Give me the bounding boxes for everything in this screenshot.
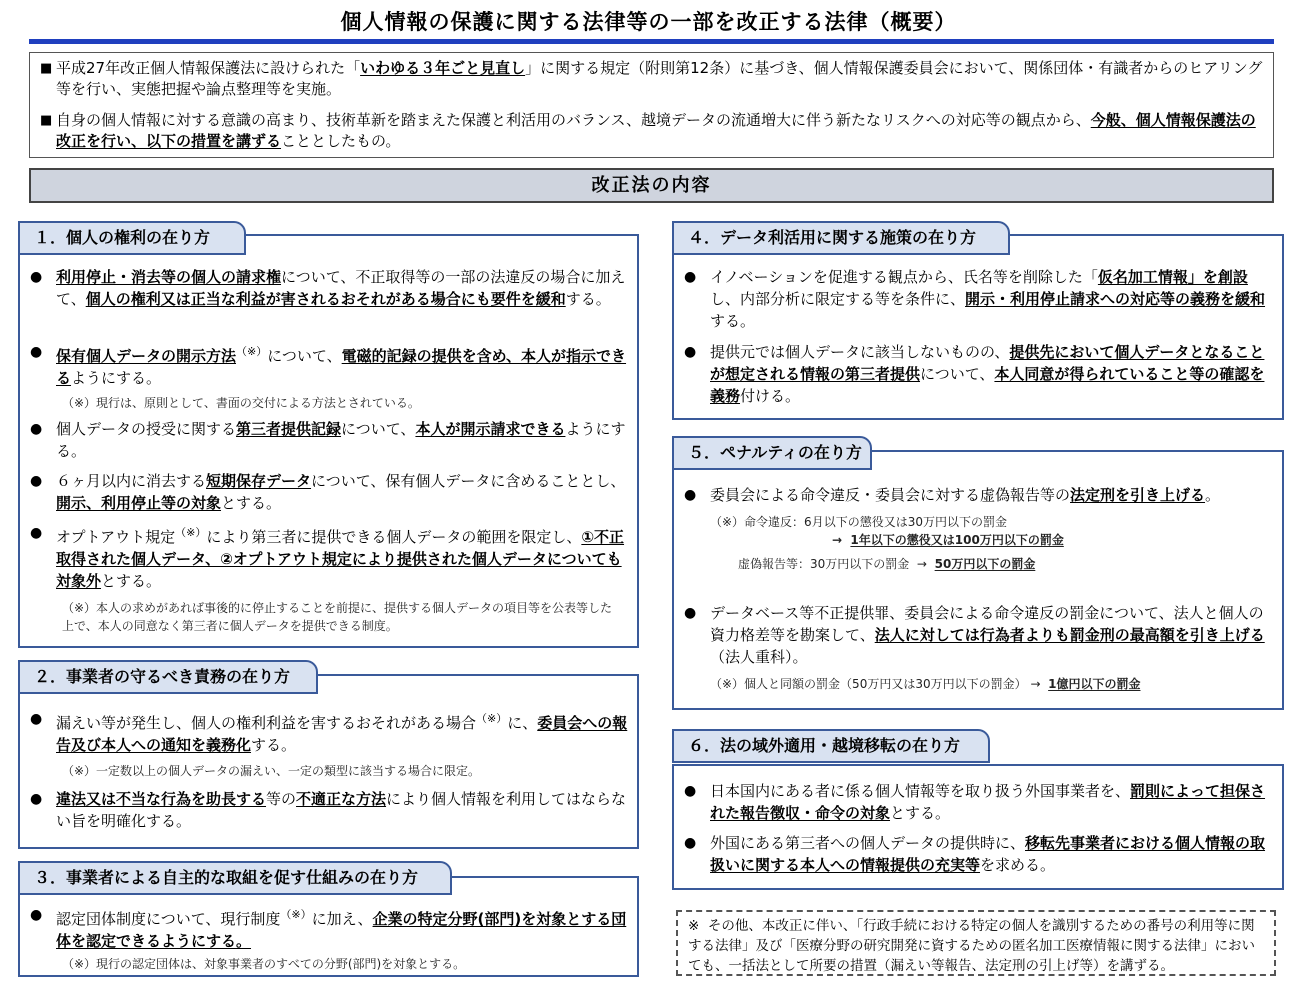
- section-2-item-1: ● 漏えい等が発生し、個人の権利利益を害するおそれがある場合（※）に、委員会への報告及び本人への通知を義務化する。: [30, 708, 628, 756]
- bullet-icon: ●: [30, 907, 43, 923]
- bullet-icon: ●: [684, 344, 697, 360]
- section-1-note-5: （※）本人の求めがあれば事後的に停止することを前提に、提供する個人データの項目等を公表等した上で、本人の同意なく第三者に個人データを提供できる制度。: [62, 601, 613, 633]
- section-1-item-2: ● 保有個人データの開示方法（※）について、電磁的記録の提供を含め、本人が指示できるようにする。: [30, 341, 628, 389]
- bullet-icon: ●: [684, 269, 697, 285]
- section-5-item-2: ● データベース等不正提供罪、委員会による命令違反の罰金について、法人と個人の資力格差等を勘案して、法人に対しては行為者よりも罰金刑の最高額を引き上げる（法人重科）。: [684, 604, 1265, 666]
- page-title: 個人情報の保護に関する法律等の一部を改正する法律（概要）: [340, 10, 957, 34]
- intro-box: [29, 52, 1274, 158]
- note-mark-icon: ※: [688, 918, 700, 934]
- bullet-icon: ●: [30, 711, 43, 727]
- section-5-note-1a: （※）命令違反：6月以下の懲役又は30万円以下の罰金: [710, 515, 1007, 529]
- footer-note-box: [676, 910, 1276, 976]
- intro-item: [40, 58, 1263, 100]
- section-2-item-2: ● 違法又は不当な行為を助長する等の不適正な方法により個人情報を利用してはならない旨を明確化する。: [30, 790, 627, 830]
- section-1-note-2: （※）現行は、原則として、書面の交付による方法とされている。: [62, 396, 420, 410]
- section-1-title: １．個人の権利の在り方: [18, 221, 246, 255]
- section-3-title: ３．事業者による自主的な取組を促す仕組みの在り方: [18, 861, 452, 895]
- section-1-item-5: ● オプトアウト規定（※）により第三者に提供できる個人データの範囲を限定し、①不正取得された個人データ、②オプトアウト規定により提供された個人データについても対象外とする。: [30, 522, 628, 592]
- section-2-note-1: （※）一定数以上の個人データの漏えい、一定の類型に該当する場合に限定。: [62, 764, 481, 778]
- bullet-icon: ●: [684, 783, 697, 799]
- section-3-note-1: （※）現行の認定団体は、対象事業者のすべての分野(部門)を対象とする。: [62, 957, 466, 971]
- bullet-icon: ●: [30, 344, 43, 360]
- section-1-item-3: ● 個人データの授受に関する第三者提供記録について、本人が開示請求できるようにする。: [30, 420, 626, 460]
- section-5-title: ５．ペナルティの在り方: [672, 436, 872, 470]
- intro-text: 自身の個人情報に対する意識の高まり、技術革新を踏まえた保護と利活用のバランス、越境データの流通増大に伴う新たなリスクへの対応等の観点から、今般、個人情報保護法の改正を行い、以下の措置を講ずることとしたもの。: [56, 111, 1256, 150]
- section-4-item-1: ● イノベーションを促進する観点から、氏名等を削除した「仮名加工情報」を創設し、内部分析に限定する等を条件に、開示・利用停止請求への対応等の義務を緩和する。: [684, 268, 1266, 330]
- square-bullet-icon: ■: [40, 113, 53, 128]
- title-rule: [29, 39, 1274, 44]
- section-2-title: ２．事業者の守るべき責務の在り方: [18, 660, 318, 694]
- section-6-title: ６．法の域外適用・越境移転の在り方: [672, 729, 990, 763]
- section-5-note-2: （※）個人と同額の罰金（50万円又は30万円以下の罰金） → 1億円以下の罰金: [710, 677, 1141, 691]
- bullet-icon: ●: [30, 421, 43, 437]
- bullet-icon: ●: [684, 835, 697, 851]
- content-header: 改正法の内容: [29, 168, 1274, 203]
- bullet-icon: ●: [30, 525, 43, 541]
- bullet-icon: ●: [684, 487, 697, 503]
- intro-item: [40, 110, 1263, 152]
- section-3-item-1: ● 認定団体制度について、現行制度（※）に加え、企業の特定分野(部門)を対象とする団体を認定できるようにする。: [30, 904, 628, 952]
- intro-text: 平成27年改正個人情報保護法に設けられた「いわゆる３年ごと見直し」に関する規定（附則第12条）に基づき、個人情報保護委員会において、関係団体・有識者からのヒアリング等を行い、実態把握や論点整理等を実施。: [56, 59, 1263, 98]
- bullet-icon: ●: [30, 473, 43, 489]
- bullet-icon: ●: [684, 605, 697, 621]
- footer-note-text: その他、本改正に伴い、「行政手続における特定の個人を識別するための番号の利用等に関する法律」及び「医療分野の研究開発に資するための匿名加工医療情報に関する法律」においても、一括法として所要の措置（漏えい等報告、法定刑の引上げ等）を講ずる。: [688, 918, 1255, 974]
- section-4-title: ４．データ利活用に関する施策の在り方: [672, 221, 1010, 255]
- section-6-item-2: ● 外国にある第三者への個人データの提供時に、移転先事業者における個人情報の取扱いに関する本人への情報提供の充実等を求める。: [684, 834, 1266, 874]
- arrow-right-icon: →: [1030, 677, 1041, 691]
- section-5-note-1c: 虚偽報告等：30万円以下の罰金 → 50万円以下の罰金: [738, 557, 1036, 571]
- section-4-item-2: ● 提供元では個人データに該当しないものの、提供先において個人データとなることが想定される情報の第三者提供について、本人同意が得られていること等の確認を義務付ける。: [684, 343, 1265, 405]
- section-5-item-1: ● 委員会による命令違反・委員会に対する虚偽報告等の法定刑を引き上げる。: [684, 486, 1221, 504]
- bullet-icon: ●: [30, 269, 43, 285]
- arrow-right-icon: →: [916, 557, 927, 571]
- section-6-item-1: ● 日本国内にある者に係る個人情報等を取り扱う外国事業者を、罰則によって担保された報告徴収・命令の対象とする。: [684, 782, 1266, 822]
- section-1-item-4: ● ６ヶ月以内に消去する短期保存データについて、保有個人データに含めることとし、開示、利用停止等の対象とする。: [30, 472, 626, 512]
- bullet-icon: ●: [30, 791, 43, 807]
- section-1-item-1: ● 利用停止・消去等の個人の請求権について、不正取得等の一部の法違反の場合に加えて、個人の権利又は正当な利益が害されるおそれがある場合にも要件を緩和する。: [30, 268, 626, 308]
- arrow-right-icon: →: [832, 533, 843, 547]
- section-5-note-1b: → 1年以下の懲役又は100万円以下の罰金: [832, 533, 1064, 547]
- square-bullet-icon: ■: [40, 61, 53, 76]
